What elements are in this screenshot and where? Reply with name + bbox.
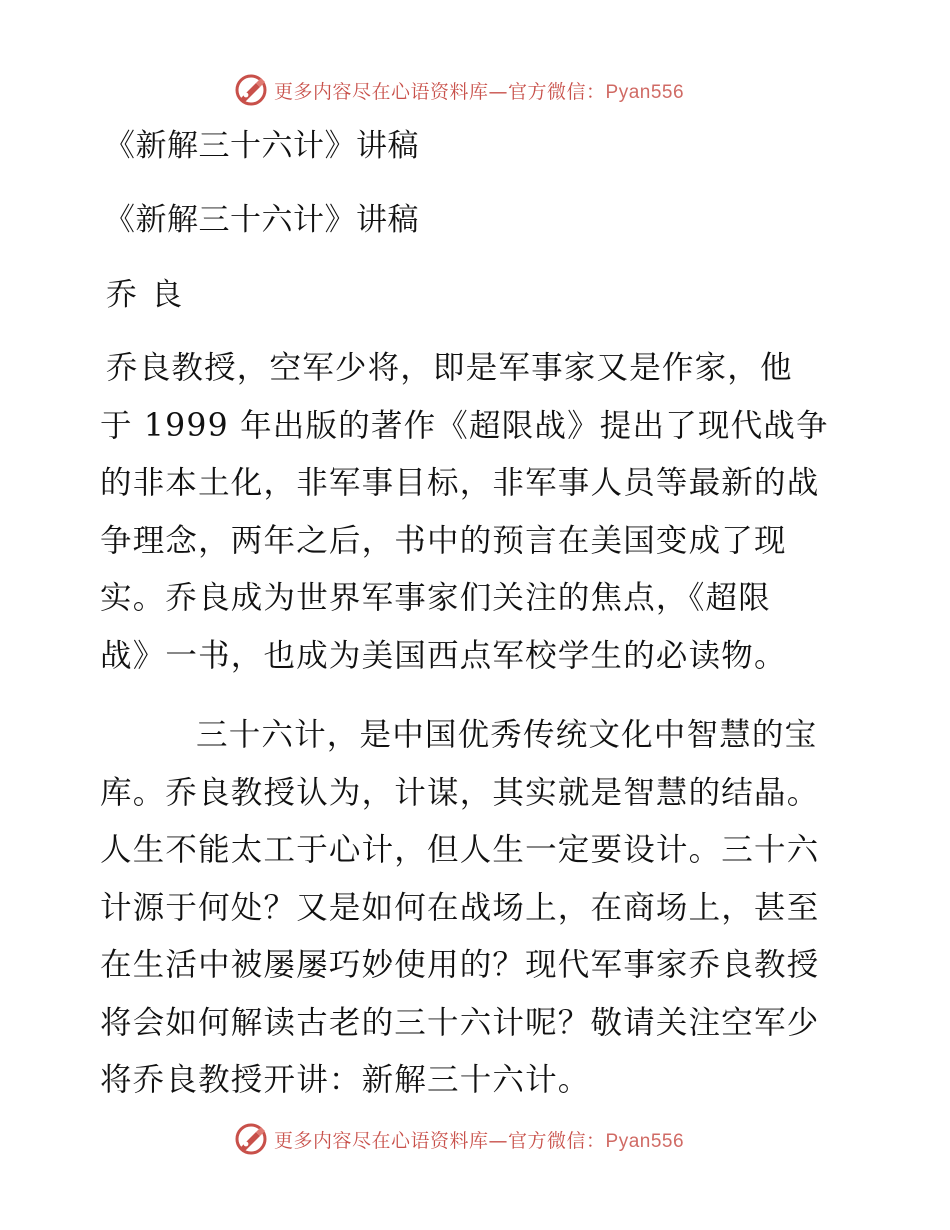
paragraph-line: 乔良教授，空军少将，即是军事家又是作家，他: [106, 350, 793, 386]
paragraph-line: 计源于何处？又是如何在战场上，在商场上，甚至: [100, 889, 820, 926]
watermark-site-name: 更多内容尽在心语资料库: [274, 80, 489, 103]
pen-logo-icon: [234, 1122, 268, 1156]
watermark-wechat-label: 官方微信：: [508, 80, 606, 103]
paragraph-line: 于 1999 年出版的著作《超限战》提出了现代战争: [100, 407, 829, 444]
author-name: 乔良: [106, 277, 196, 313]
watermark-separator: —: [488, 80, 509, 103]
document-title: 《新解三十六计》讲稿: [104, 128, 419, 164]
document-subtitle: 《新解三十六计》讲稿: [104, 202, 419, 238]
paragraph-line: 三十六计，是中国优秀传统文化中智慧的宝: [196, 717, 818, 753]
watermark-text: [274, 1126, 684, 1153]
watermark-separator: —: [488, 1129, 509, 1152]
paragraph-line: 库。乔良教授认为，计谋，其实就是智慧的结晶。: [100, 774, 820, 811]
paragraph-line: 在生活中被屡屡巧妙使用的？现代军事家乔良教授: [100, 947, 820, 983]
watermark-site-name: 更多内容尽在心语资料库: [274, 1129, 489, 1152]
paragraph-line: 将乔良教授开讲：新解三十六计。: [100, 1062, 591, 1098]
watermark-text: [274, 77, 684, 104]
intro-paragraph: [100, 340, 850, 685]
paragraph-line: 战》一书，也成为美国西点军校学生的必读物。: [100, 637, 787, 674]
paragraph-line: 实。乔良成为世界军事家们关注的焦点，《超限: [100, 580, 771, 616]
watermark-header: [234, 72, 684, 108]
paragraph-line: 的非本土化，非军事目标，非军事人员等最新的战: [100, 465, 820, 501]
watermark-wechat-id: Pyan556: [605, 81, 685, 103]
body-paragraph: [100, 707, 850, 1110]
paragraph-line: 争理念，两年之后，书中的预言在美国变成了现: [100, 522, 787, 559]
watermark-wechat-label: 官方微信：: [508, 1129, 606, 1152]
watermark-footer: [234, 1121, 684, 1157]
paragraph-line: 人生不能太工于心计，但人生一定要设计。三十六: [100, 832, 820, 868]
watermark-wechat-id: Pyan556: [605, 1130, 685, 1152]
paragraph-line: 将会如何解读古老的三十六计呢？敬请关注空军少: [100, 1004, 820, 1041]
pen-logo-icon: [234, 73, 268, 107]
